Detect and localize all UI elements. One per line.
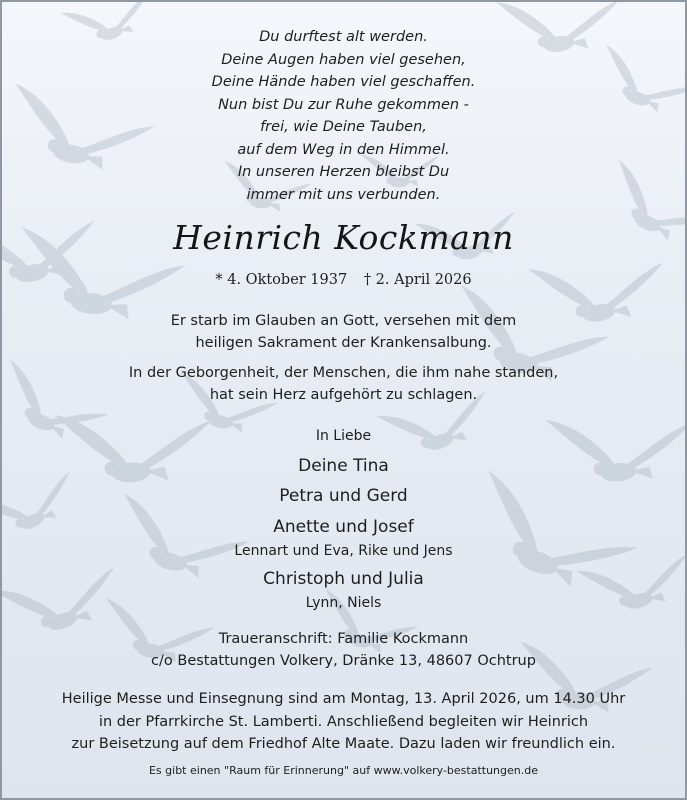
mourner-grandchildren: Lennart und Eva, Rike und Jens (234, 543, 453, 559)
mourner-grandchildren: Lynn, Niels (305, 595, 382, 611)
mourner-name: Deine Tina (298, 456, 389, 476)
poem-line: Nun bist Du zur Ruhe gekommen - (218, 96, 469, 113)
obituary-content (2, 2, 685, 798)
faith-paragraph (2, 310, 685, 354)
poem-line: Du durftest alt werden. (259, 29, 428, 45)
service-line: Heilige Messe und Einsegnung sind am Montag, 13. April 2026, um 14.30 Uhr (61, 691, 626, 707)
mourners-intro: In Liebe (315, 428, 372, 444)
mourner-name: Christoph und Julia (263, 569, 424, 589)
poem-line: frei, wie Deine Tauben, (260, 119, 427, 135)
service-info (2, 688, 685, 756)
poem (2, 26, 685, 206)
paragraph-line: heiligen Sakrament der Krankensalbung. (195, 335, 492, 351)
birth-date: * 4. Oktober 1937 (215, 272, 348, 288)
mourner-name: Petra und Gerd (279, 486, 408, 506)
memorial-website-note: Es gibt einen "Raum für Erinnerung" auf www.volkery-bestattungen.de (148, 764, 538, 777)
deceased-name: Heinrich Kockmann (173, 218, 514, 257)
poem-line: immer mit uns verbunden. (246, 186, 441, 203)
paragraph-line: hat sein Herz aufgehört zu schlagen. (209, 387, 478, 403)
poem-line: In unseren Herzen bleibst Du (237, 164, 450, 180)
address-line: Traueranschrift: Familie Kockmann (218, 631, 469, 647)
death-date: † 2. April 2026 (363, 272, 472, 288)
passing-paragraph (2, 362, 685, 406)
paragraph-line: Er starb im Glauben an Gott, versehen mit dem (170, 313, 517, 329)
service-line: in der Pfarrkirche St. Lamberti. Anschließend begleiten wir Heinrich (98, 713, 589, 730)
address-line: c/o Bestattungen Volkery, Dränke 13, 48607 Ochtrup (151, 653, 536, 669)
paragraph-line: In der Geborgenheit, der Menschen, die ihm nahe standen, (128, 365, 559, 381)
life-dates (2, 272, 685, 288)
service-line: zur Beisetzung auf dem Friedhof Alte Maate. Dazu laden wir freundlich ein. (71, 736, 616, 752)
poem-line: Deine Hände haben viel geschaffen. (211, 74, 476, 90)
poem-line: auf dem Weg in den Himmel. (237, 141, 450, 158)
poem-line: Deine Augen haben viel gesehen, (221, 51, 466, 68)
mourning-address (2, 628, 685, 672)
mourner-name: Anette und Josef (273, 517, 414, 537)
